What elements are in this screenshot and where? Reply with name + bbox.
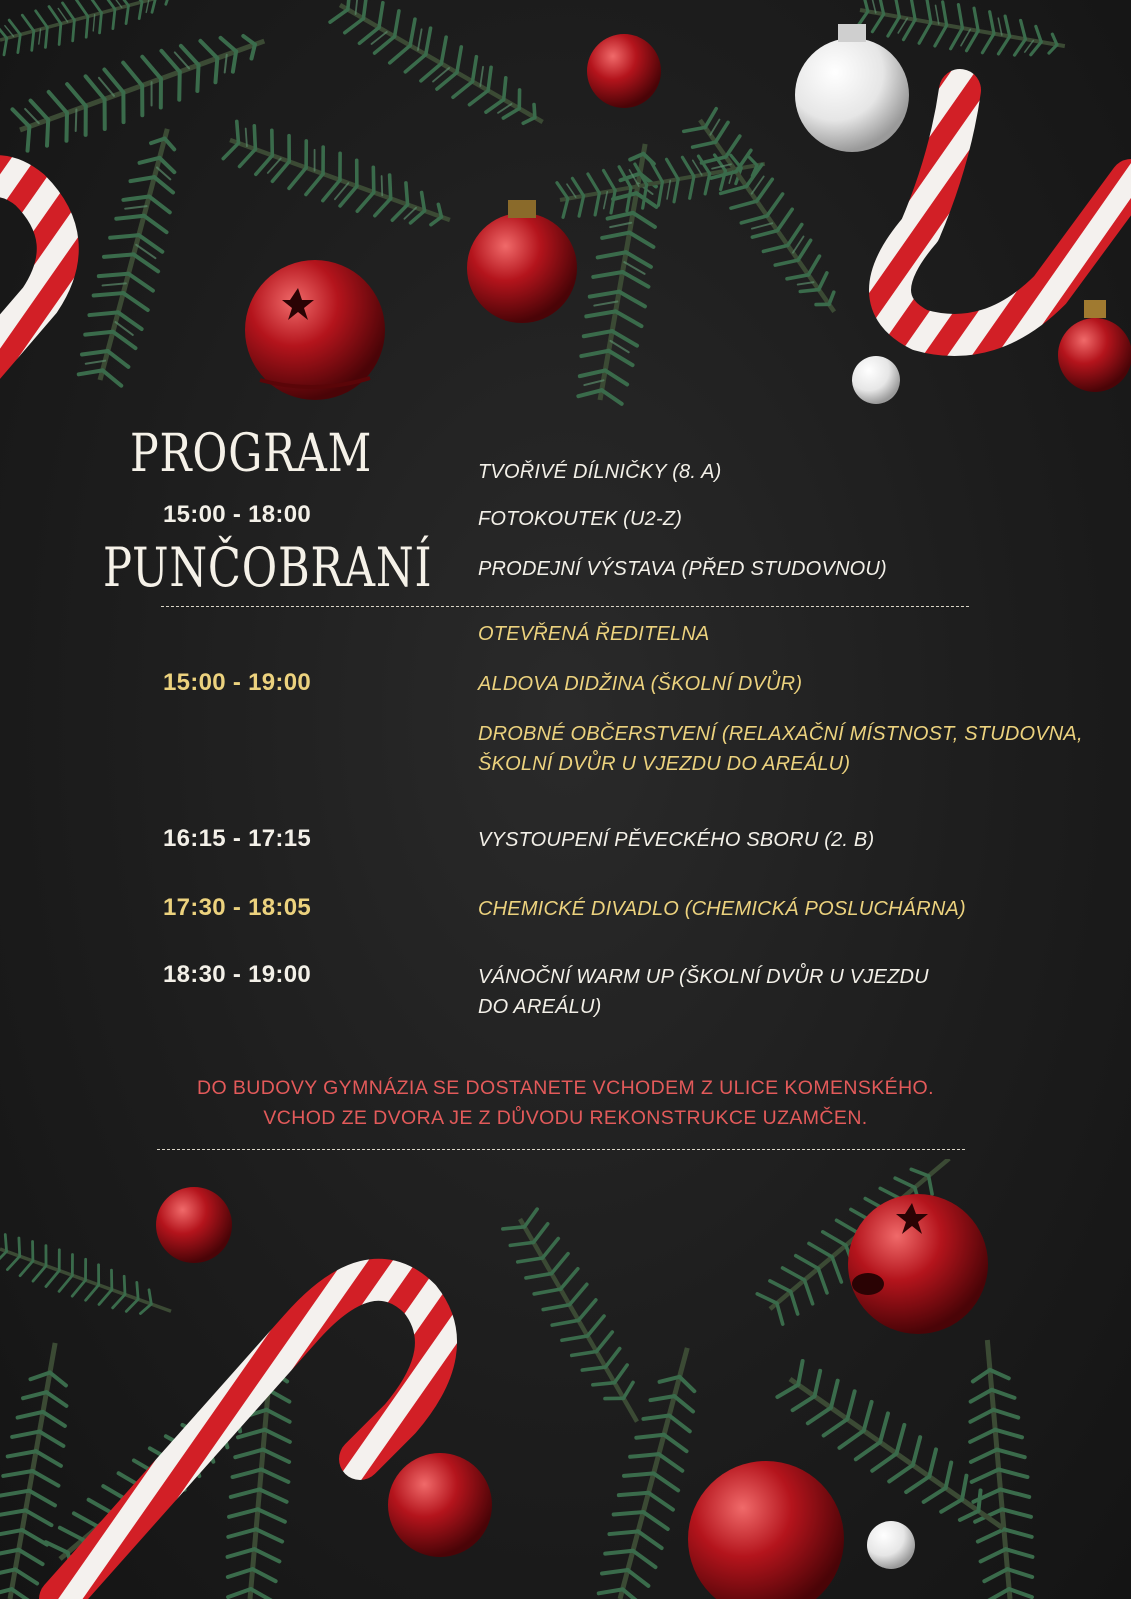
schedule-item: TVOŘIVÉ DÍLNIČKY (8. A): [478, 461, 722, 483]
schedule-item: OTEVŘENÁ ŘEDITELNA: [478, 623, 710, 645]
divider-bottom: [157, 1149, 965, 1150]
bottom-decoration: [0, 1159, 1131, 1599]
schedule-item: VYSTOUPENÍ PĚVECKÉHO SBORU (2. B): [478, 829, 875, 851]
schedule-item: DROBNÉ OBČERSTVENÍ (RELAXAČNÍ MÍSTNOST, STUDOVNA,: [478, 723, 1083, 745]
divider-top: [161, 606, 969, 607]
candy-cane-icon: [0, 90, 1131, 370]
jingle-bell-icon: [245, 260, 385, 400]
notice-line-1: DO BUDOVY GYMNÁZIA SE DOSTANETE VCHODEM Z ULICE KOMENSKÉHO.: [197, 1077, 934, 1099]
jingle-bell-icon: [848, 1194, 988, 1334]
schedule-item: DO AREÁLU): [478, 996, 602, 1018]
program-title: PROGRAM: [130, 424, 373, 484]
notice-line-2: VCHOD ZE DVORA JE Z DŮVODU REKONSTRUKCE UZAMČEN.: [263, 1107, 868, 1129]
schedule-item: ŠKOLNÍ DVŮR U VJEZDU DO AREÁLU): [478, 753, 851, 775]
schedule-item: PRODEJNÍ VÝSTAVA (PŘED STUDOVNOU): [478, 558, 887, 580]
time-slot-5: 18:30 - 19:00: [163, 961, 311, 988]
white-bauble-icon: [867, 1521, 915, 1569]
event-name: PUNČOBRANÍ: [103, 536, 433, 599]
time-slot-1: 15:00 - 18:00: [163, 501, 311, 528]
time-slot-3: 16:15 - 17:15: [163, 825, 311, 852]
white-bauble-icon: [795, 24, 909, 404]
schedule-item: VÁNOČNÍ WARM UP (ŠKOLNÍ DVŮR U VJEZDU: [478, 966, 929, 988]
schedule-item: CHEMICKÉ DIVADLO (CHEMICKÁ POSLUCHÁRNA): [478, 898, 966, 920]
time-slot-2: 15:00 - 19:00: [163, 669, 311, 696]
time-slot-4: 17:30 - 18:05: [163, 894, 311, 921]
schedule-item: FOTOKOUTEK (U2-Z): [478, 508, 683, 530]
top-decoration: [0, 0, 1131, 420]
schedule-item: ALDOVA DIDŽINA (ŠKOLNÍ DVŮR): [478, 673, 803, 695]
